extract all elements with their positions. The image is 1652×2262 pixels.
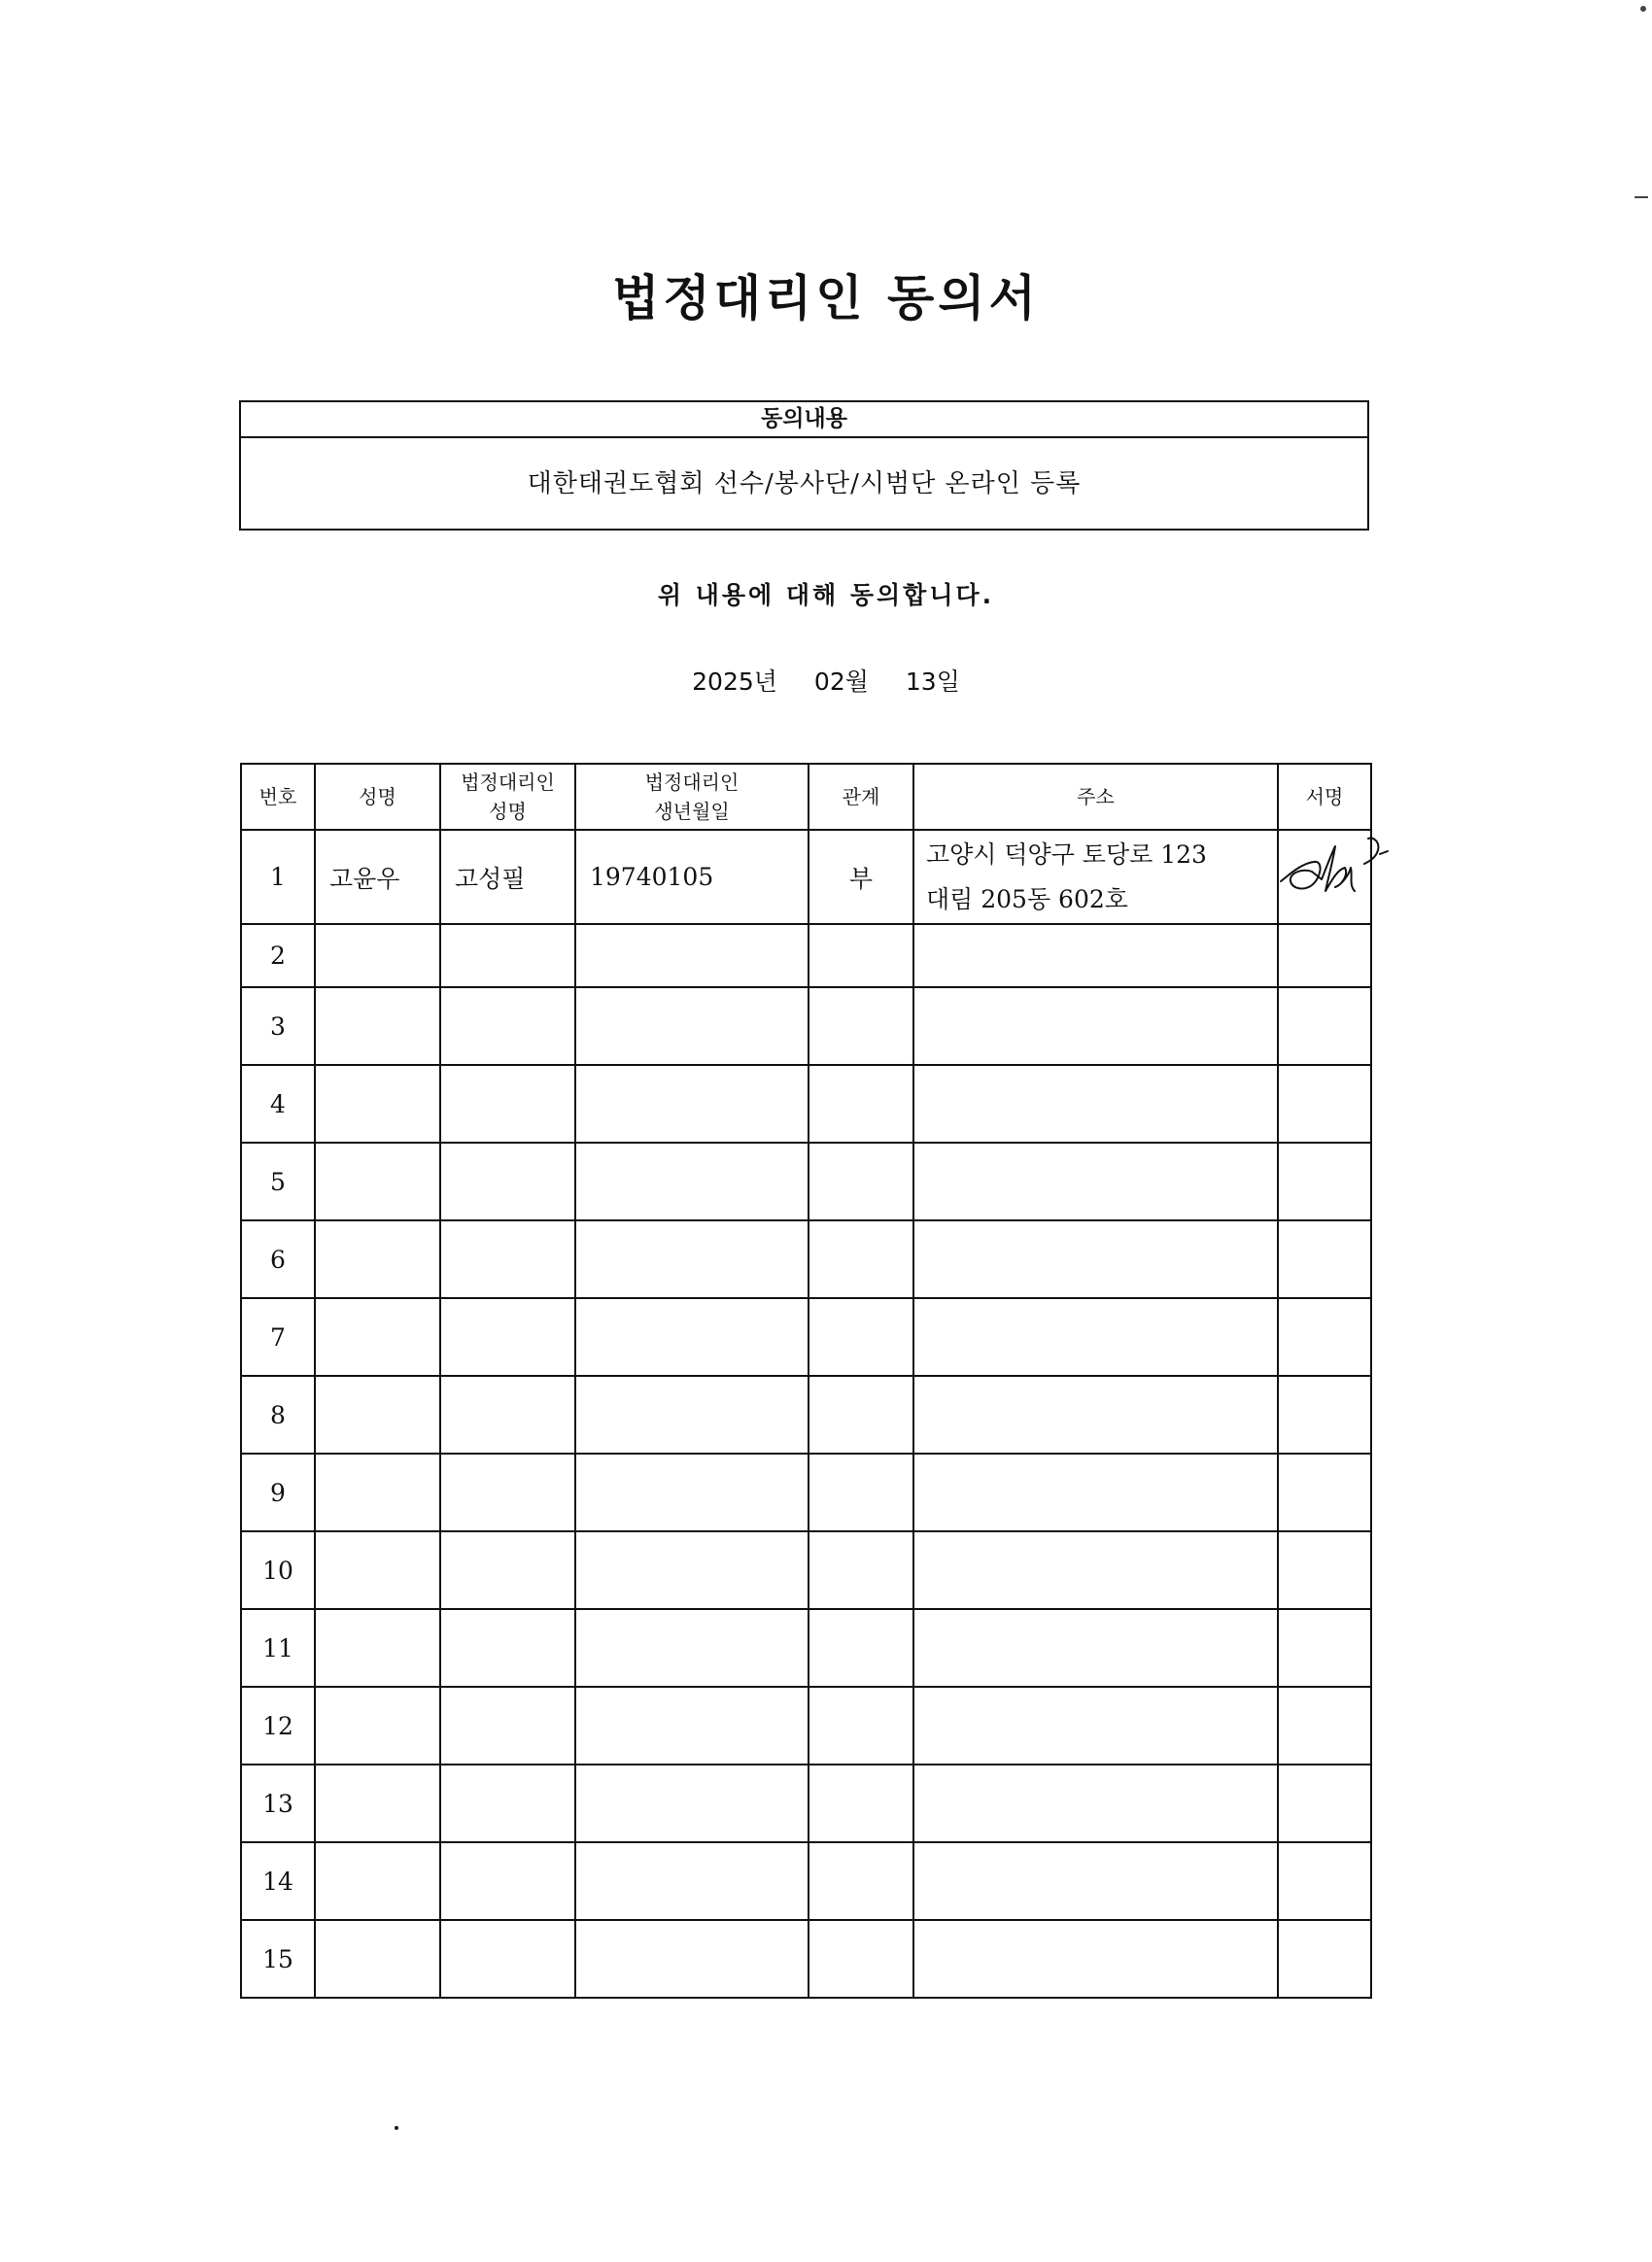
cell-empty [1278,1220,1371,1298]
cell-empty [440,1065,575,1143]
cell-empty [315,924,440,987]
cell-empty [575,1143,809,1220]
cell-no: 7 [241,1298,315,1376]
registration-table [240,763,1372,1999]
agreement-statement: 위 내용에 대해 동의합니다. [657,581,995,609]
cell-empty [1278,1376,1371,1454]
handwritten-signature [1279,831,1370,923]
cell-empty [440,1454,575,1531]
header-guardian-birth-line2: 생년월일 [654,800,730,823]
cell-empty [315,1454,440,1531]
cell-empty [440,1298,575,1376]
table-row [241,1454,1371,1531]
table-row [241,1842,1371,1920]
cell-no: 3 [241,987,315,1065]
cell-empty [809,1531,913,1609]
cell-empty [809,1143,913,1220]
cell-empty [575,1842,809,1920]
cell-empty [809,1920,913,1998]
cell-empty [1278,1065,1371,1143]
cell-empty [913,1298,1278,1376]
cell-empty [315,1920,440,1998]
table-row [241,924,1371,987]
cell-empty [913,1842,1278,1920]
cell-empty [913,1065,1278,1143]
date-line [0,663,1652,702]
cell-empty [809,1609,913,1687]
cell-signature [1278,830,1371,924]
cell-empty [1278,1298,1371,1376]
table-row [241,1220,1371,1298]
header-relation: 관계 [809,764,913,830]
cell-empty [575,924,809,987]
header-signature: 서명 [1278,764,1371,830]
table-row [241,1376,1371,1454]
scan-mark-right [1635,196,1648,198]
cell-no: 10 [241,1531,315,1609]
cell-empty [575,1531,809,1609]
cell-empty [575,1065,809,1143]
cell-no: 1 [241,830,315,924]
cell-empty [440,1687,575,1765]
cell-no: 15 [241,1920,315,1998]
cell-empty [809,1687,913,1765]
cell-empty [809,1376,913,1454]
cell-empty [315,1143,440,1220]
cell-empty [575,1220,809,1298]
table-row [241,1609,1371,1687]
cell-empty [315,1842,440,1920]
cell-no: 11 [241,1609,315,1687]
cell-empty [913,1376,1278,1454]
cell-empty [575,1454,809,1531]
table-row [241,987,1371,1065]
header-guardian-name [440,764,575,830]
header-guardian-name-line2: 성명 [489,800,527,823]
cell-guardian-birth: 19740105 [575,830,809,924]
table-row [241,1765,1371,1842]
table-row [241,1531,1371,1609]
date-month: 02월 [813,668,869,696]
cell-empty [575,1376,809,1454]
table-row [241,1920,1371,1998]
cell-empty [1278,987,1371,1065]
cell-empty [809,1765,913,1842]
cell-empty [809,924,913,987]
cell-empty [809,1220,913,1298]
table-row [241,1687,1371,1765]
cell-empty [913,1220,1278,1298]
table-row [241,1298,1371,1376]
cell-empty [1278,1609,1371,1687]
scan-speck [395,2126,398,2130]
cell-no: 2 [241,924,315,987]
address-line1: 고양시 덕양구 토당로 123 [926,840,1207,869]
cell-address [913,830,1278,924]
date-year: 2025년 [692,668,777,696]
cell-empty [575,1687,809,1765]
cell-empty [913,1765,1278,1842]
cell-no: 5 [241,1143,315,1220]
cell-empty [440,924,575,987]
cell-empty [809,1298,913,1376]
cell-empty [1278,1765,1371,1842]
cell-empty [575,1765,809,1842]
header-guardian-birth [575,764,809,830]
table-row [241,830,1371,924]
cell-empty [913,924,1278,987]
cell-empty [315,1687,440,1765]
cell-no: 12 [241,1687,315,1765]
cell-empty [575,1920,809,1998]
cell-empty [315,1531,440,1609]
cell-empty [315,1065,440,1143]
cell-guardian-name: 고성필 [440,830,575,924]
address-line2: 대림 205동 602호 [926,884,1128,913]
cell-empty [315,1609,440,1687]
cell-empty [809,1842,913,1920]
cell-empty [913,1454,1278,1531]
table-row [241,1065,1371,1143]
cell-relation: 부 [809,830,913,924]
cell-no: 9 [241,1454,315,1531]
cell-empty [1278,1920,1371,1998]
cell-no: 14 [241,1842,315,1920]
cell-empty [913,1143,1278,1220]
cell-empty [913,987,1278,1065]
cell-empty [1278,924,1371,987]
cell-empty [440,1842,575,1920]
header-address: 주소 [913,764,1278,830]
date-day: 13일 [905,668,960,696]
cell-no: 6 [241,1220,315,1298]
cell-empty [1278,1454,1371,1531]
table-header-row [241,764,1371,830]
scan-mark-corner [1640,6,1646,12]
cell-empty [913,1609,1278,1687]
cell-empty [315,1220,440,1298]
cell-empty [440,987,575,1065]
cell-empty [315,1765,440,1842]
cell-empty [1278,1531,1371,1609]
cell-empty [1278,1842,1371,1920]
header-guardian-birth-line1: 법정대리인 [644,771,740,794]
cell-empty [913,1687,1278,1765]
table-row [241,1143,1371,1220]
cell-empty [809,1065,913,1143]
header-name: 성명 [315,764,440,830]
cell-empty [315,987,440,1065]
cell-empty [575,1609,809,1687]
consent-header: 동의내용 [241,402,1367,438]
cell-no: 13 [241,1765,315,1842]
cell-empty [1278,1143,1371,1220]
cell-empty [440,1765,575,1842]
cell-no: 4 [241,1065,315,1143]
header-no: 번호 [241,764,315,830]
cell-empty [440,1143,575,1220]
cell-empty [809,1454,913,1531]
cell-empty [440,1376,575,1454]
cell-empty [440,1609,575,1687]
cell-empty [440,1920,575,1998]
cell-name: 고윤우 [315,830,440,924]
cell-empty [913,1531,1278,1609]
cell-empty [440,1531,575,1609]
header-guardian-name-line1: 법정대리인 [461,771,555,794]
cell-empty [575,1298,809,1376]
cell-no: 8 [241,1376,315,1454]
cell-empty [315,1376,440,1454]
cell-empty [315,1298,440,1376]
cell-empty [1278,1687,1371,1765]
page-title: 법정대리인 동의서 [612,270,1040,326]
cell-empty [440,1220,575,1298]
cell-empty [809,987,913,1065]
cell-empty [575,987,809,1065]
cell-empty [913,1920,1278,1998]
consent-box [239,400,1369,531]
consent-content: 대한태권도협회 선수/봉사단/시범단 온라인 등록 [527,469,1082,498]
